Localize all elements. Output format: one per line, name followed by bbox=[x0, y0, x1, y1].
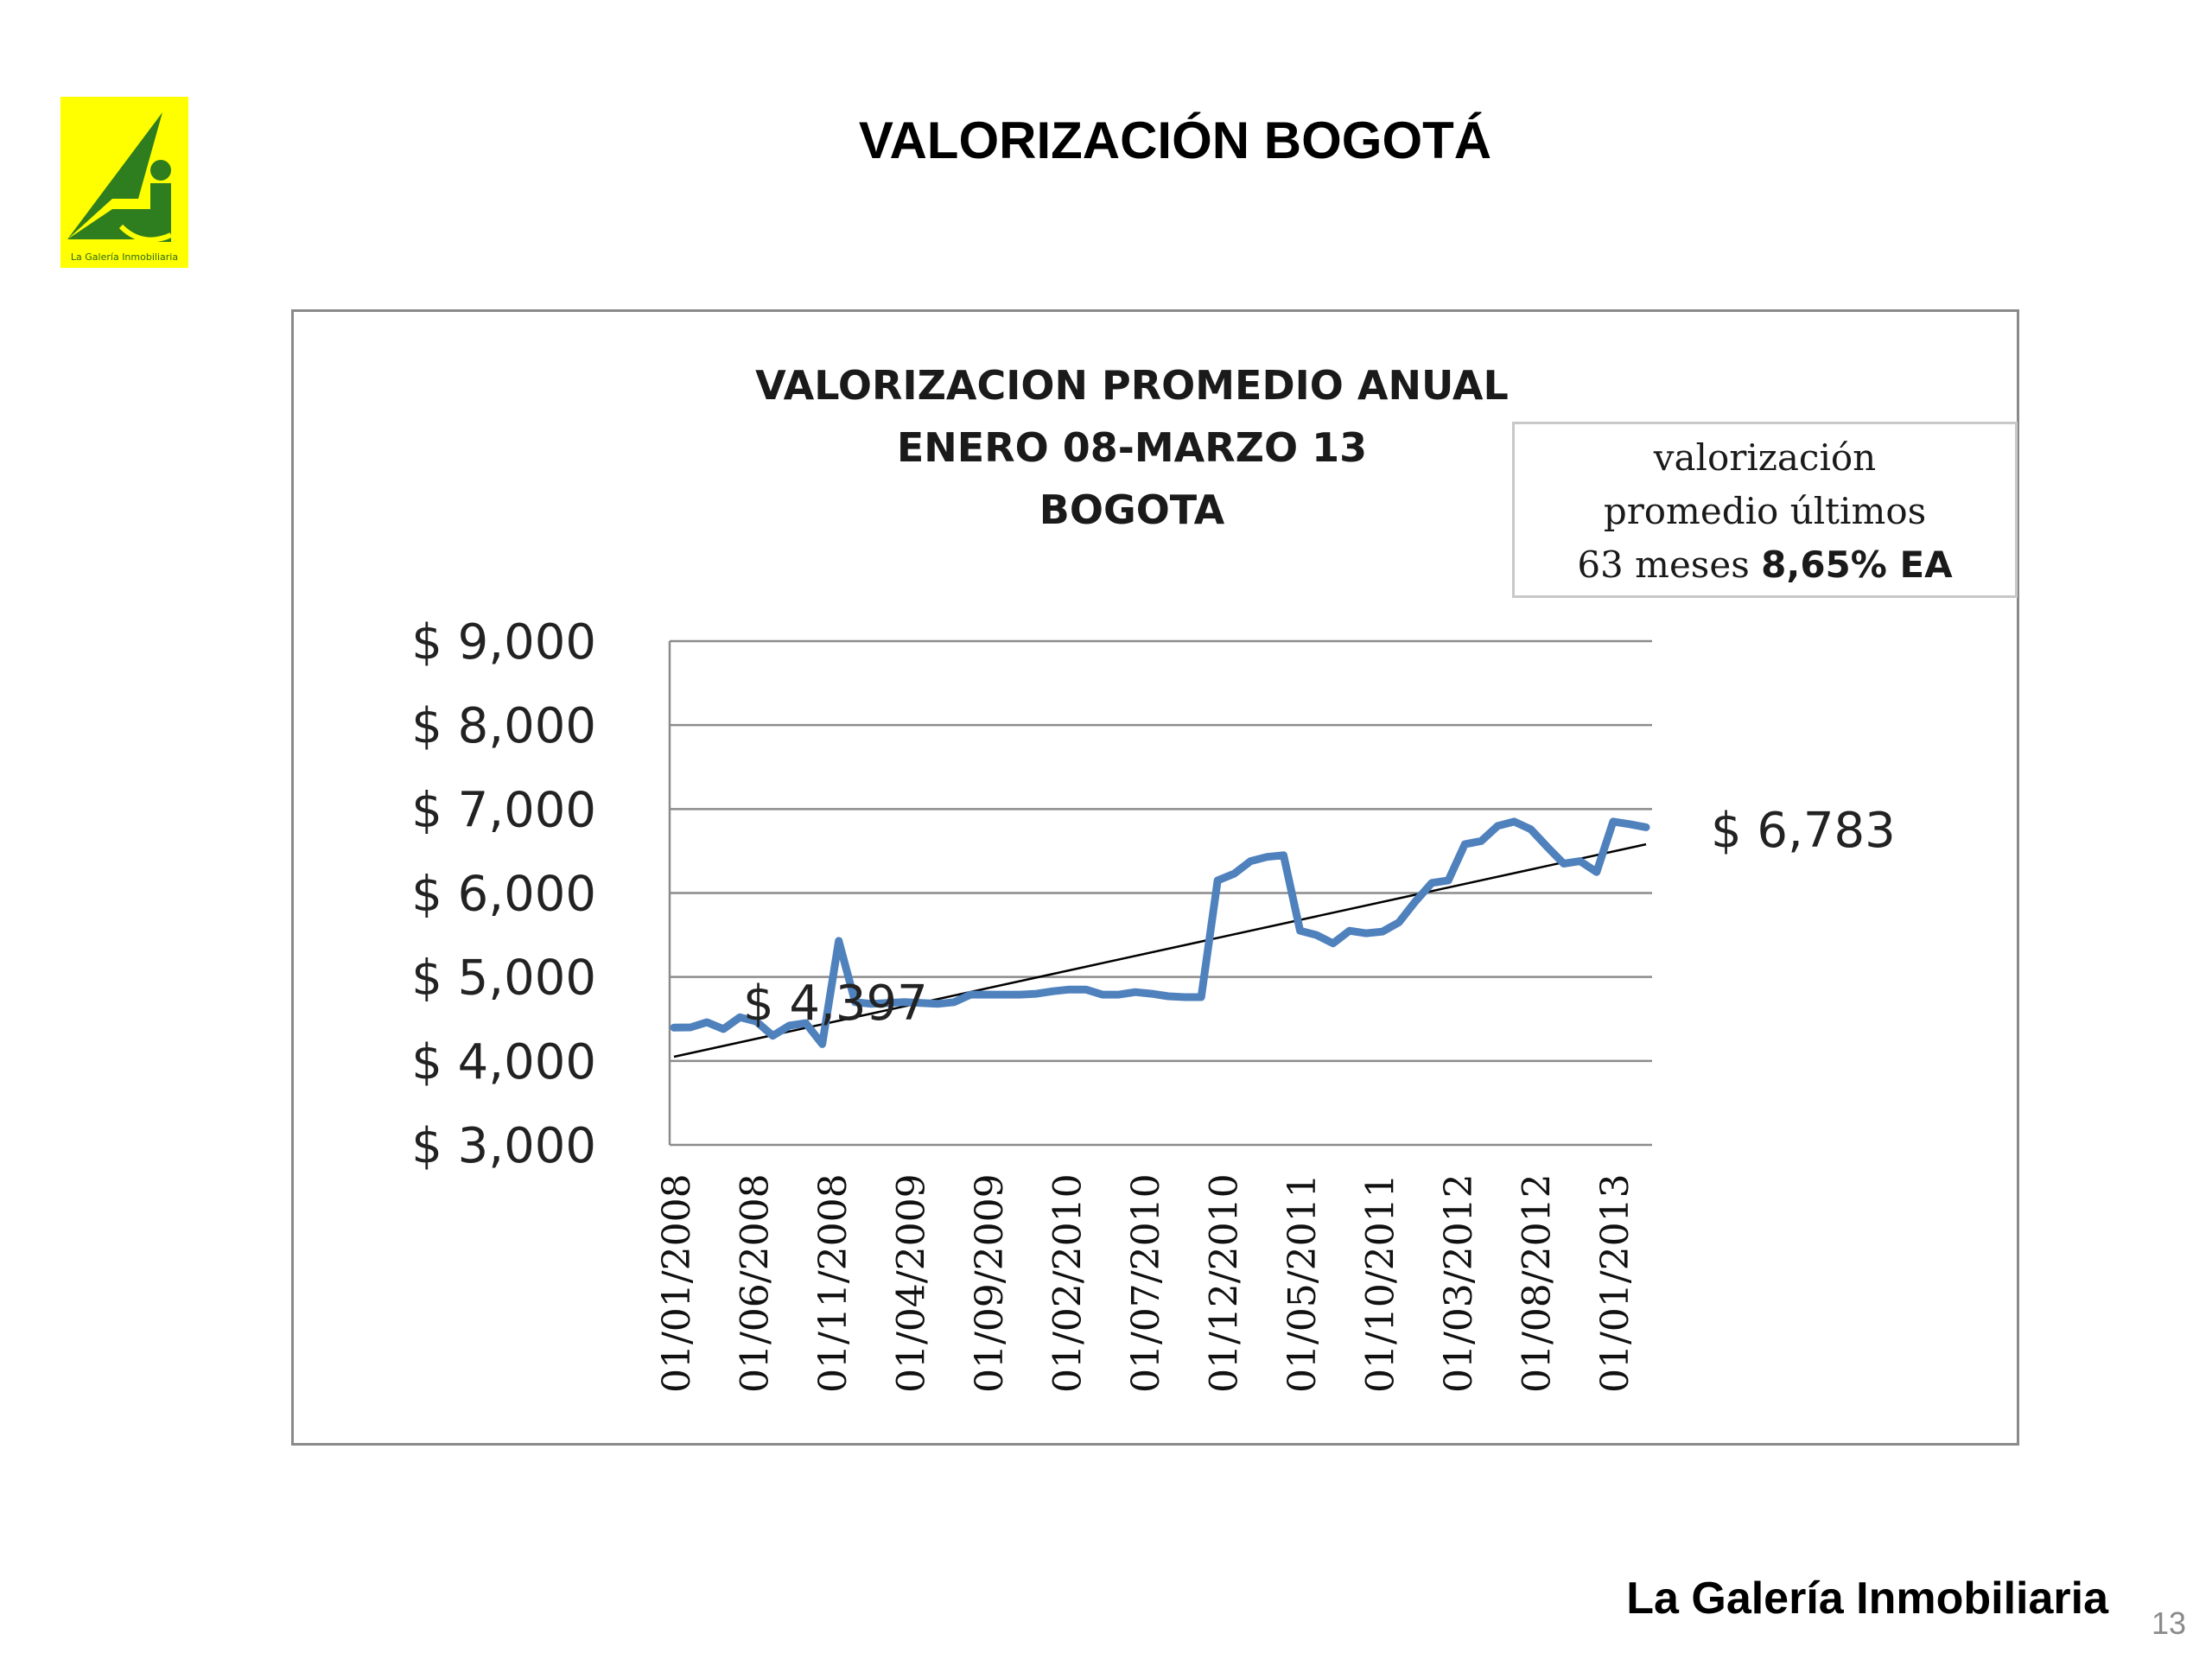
y-tick-label: $ 3,000 bbox=[411, 1118, 596, 1174]
note-months: 63 meses bbox=[1577, 543, 1750, 586]
x-tick-label: 01/04/2009 bbox=[889, 1173, 934, 1393]
data-label: $ 4,397 bbox=[743, 976, 928, 1032]
note-rate: 8,65% EA bbox=[1761, 543, 1953, 586]
x-tick-label: 01/09/2009 bbox=[968, 1173, 1012, 1393]
y-tick-label: $ 7,000 bbox=[411, 782, 596, 839]
x-tick-label: 01/01/2013 bbox=[1593, 1173, 1637, 1393]
x-tick-label: 01/01/2008 bbox=[655, 1173, 699, 1393]
x-tick-label: 01/11/2008 bbox=[811, 1173, 855, 1393]
y-tick-label: $ 9,000 bbox=[411, 614, 596, 671]
y-tick-label: $ 5,000 bbox=[411, 950, 596, 1007]
x-tick-label: 01/03/2012 bbox=[1437, 1173, 1481, 1393]
note-line-1: valorización bbox=[1653, 436, 1877, 479]
y-tick-label: $ 4,000 bbox=[411, 1033, 596, 1090]
x-tick-label: 01/02/2010 bbox=[1046, 1173, 1090, 1393]
x-tick-label: 01/07/2010 bbox=[1124, 1173, 1168, 1393]
page-number: 13 bbox=[2152, 1605, 2187, 1641]
x-tick-label: 01/12/2010 bbox=[1202, 1173, 1247, 1393]
chart-title-line-1: VALORIZACION PROMEDIO ANUAL bbox=[755, 362, 1509, 409]
data-label: $ 6,783 bbox=[1711, 803, 1896, 859]
slide-title: VALORIZACIÓN BOGOTÁ bbox=[858, 111, 1492, 169]
y-tick-label: $ 8,000 bbox=[411, 698, 596, 755]
chart-title-line-3: BOGOTA bbox=[1039, 486, 1225, 533]
x-tick-label: 01/06/2008 bbox=[733, 1173, 778, 1393]
x-tick-label: 01/10/2011 bbox=[1358, 1173, 1403, 1393]
chart-title-line-2: ENERO 08-MARZO 13 bbox=[896, 424, 1368, 471]
y-tick-label: $ 6,000 bbox=[411, 866, 596, 923]
logo-caption: La Galería Inmobiliaria bbox=[70, 251, 179, 263]
note-line-2: promedio últimos bbox=[1603, 490, 1927, 532]
footer-company-name: La Galería Inmobiliaria bbox=[1626, 1573, 2108, 1624]
x-tick-label: 01/05/2011 bbox=[1281, 1173, 1325, 1393]
x-tick-label: 01/08/2012 bbox=[1515, 1173, 1560, 1393]
